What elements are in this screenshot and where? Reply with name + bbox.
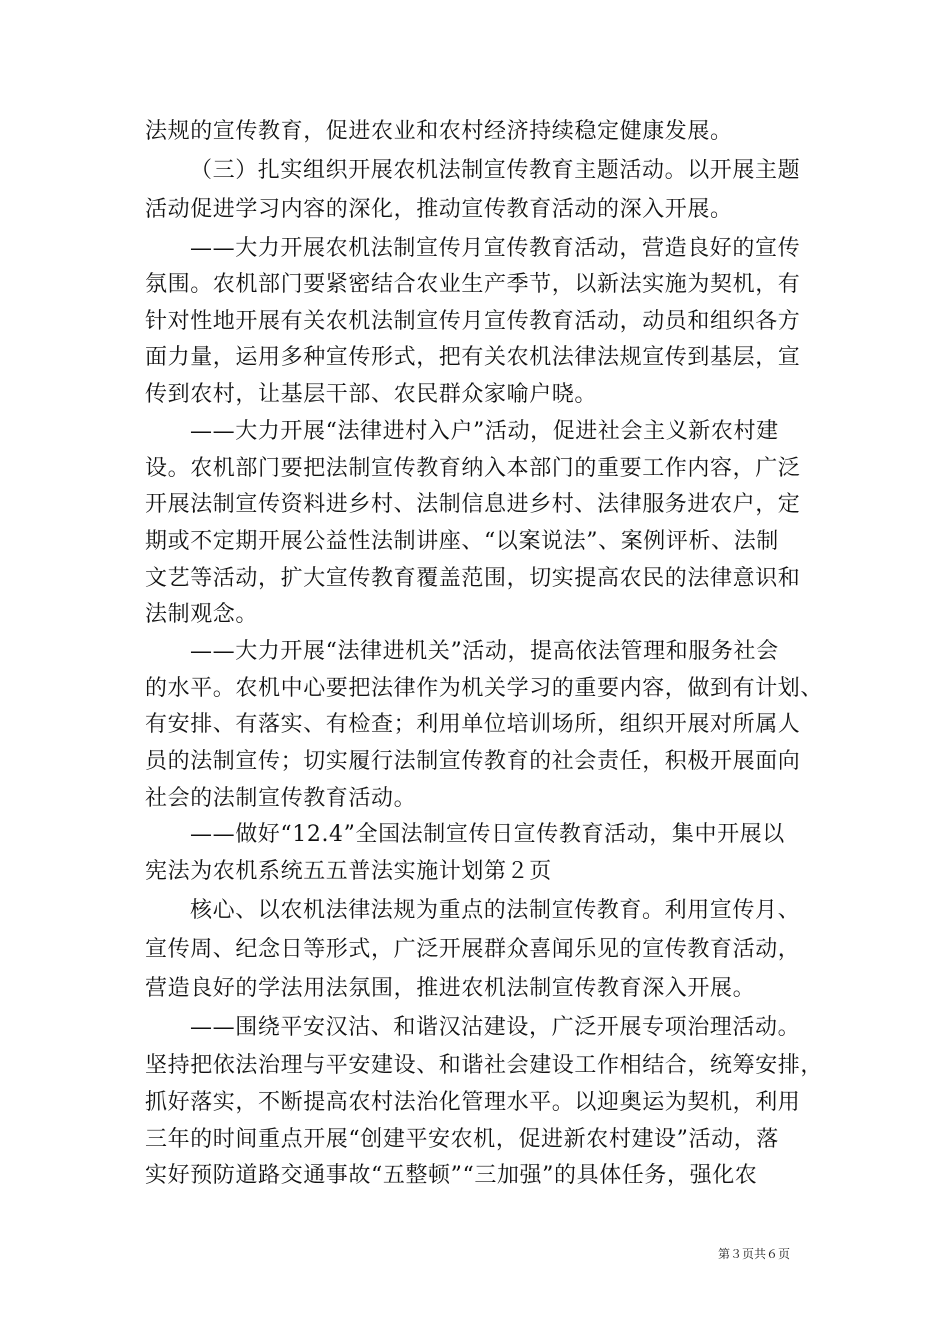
text-line: 实好预防道路交通事故“五整顿”“三加强”的具体任务，强化农 [145, 1163, 758, 1188]
text-line: ——大力开展农机法制宣传月宣传教育活动，营造良好的宣传 [190, 236, 801, 261]
text-line: 核心、以农机法律法规为重点的法制宣传教育。利用宣传月、 [190, 898, 801, 923]
text-line: 抓好落实，不断提高农村法治化管理水平。以迎奥运为契机，利用 [145, 1090, 801, 1115]
text-line: 法规的宣传教育，促进农业和农村经济持续稳定健康发展。 [145, 119, 733, 144]
text-line: 针对性地开展有关农机法制宣传月宣传教育活动，动员和组织各方 [145, 309, 801, 334]
text-line: 设。农机部门要把法制宣传教育纳入本部门的重要工作内容，广泛 [145, 456, 801, 481]
text-line: 活动促进学习内容的深化，推动宣传教育活动的深入开展。 [145, 197, 733, 222]
text-line: 期或不定期开展公益性法制讲座、“以案说法”、案例评析、法制 [145, 529, 779, 554]
text-line: ——围绕平安汉沽、和谐汉沽建设，广泛开展专项治理活动。 [190, 1015, 801, 1040]
text-line: 面力量，运用多种宣传形式，把有关农机法律法规宣传到基层，宣 [145, 345, 801, 370]
text-line: 营造良好的学法用法氛围，推进农机法制宣传教育深入开展。 [145, 976, 756, 1001]
text-line: 员的法制宣传；切实履行法制宣传教育的社会责任，积极开展面向 [145, 749, 801, 774]
text-line: ——大力开展“法律进村入户”活动，促进社会主义新农村建 [190, 419, 779, 444]
text-line: ——做好“12.4”全国法制宣传日宣传教育活动，集中开展以 [190, 822, 785, 847]
text-line: 坚持把依法治理与平安建设、和谐社会建设工作相结合，统筹安排， [145, 1053, 824, 1078]
text-line: 开展法制宣传资料进乡村、法制信息进乡村、法律服务进农户，定 [145, 492, 801, 517]
text-line: 宪法为农机系统五五普法实施计划第２页 [145, 859, 552, 884]
text-line: 文艺等活动，扩大宣传教育覆盖范围，切实提高农民的法律意识和 [145, 566, 801, 591]
text-line: 传到农村，让基层干部、农民群众家喻户晓。 [145, 382, 598, 407]
text-line: 宣传周、纪念日等形式，广泛开展群众喜闻乐见的宣传教育活动， [145, 937, 801, 962]
text-line: 三年的时间重点开展“创建平安农机，促进新农村建设”活动，落 [145, 1127, 779, 1152]
text-line: （三）扎实组织开展农机法制宣传教育主题活动。以开展主题 [190, 158, 801, 183]
page-number-footer: 第３页共６页 [718, 1247, 791, 1261]
text-line: ——大力开展“法律进机关”活动，提高依法管理和服务社会 [190, 639, 779, 664]
text-line: 法制观念。 [145, 602, 259, 627]
text-line: 有安排、有落实、有检查；利用单位培训场所，组织开展对所属人 [145, 712, 801, 737]
text-line: 社会的法制宣传教育活动。 [145, 786, 417, 811]
text-line: 的水平。农机中心要把法律作为机关学习的重要内容，做到有计划、 [145, 676, 824, 701]
text-line: 氛围。农机部门要紧密结合农业生产季节，以新法实施为契机，有 [145, 272, 801, 297]
